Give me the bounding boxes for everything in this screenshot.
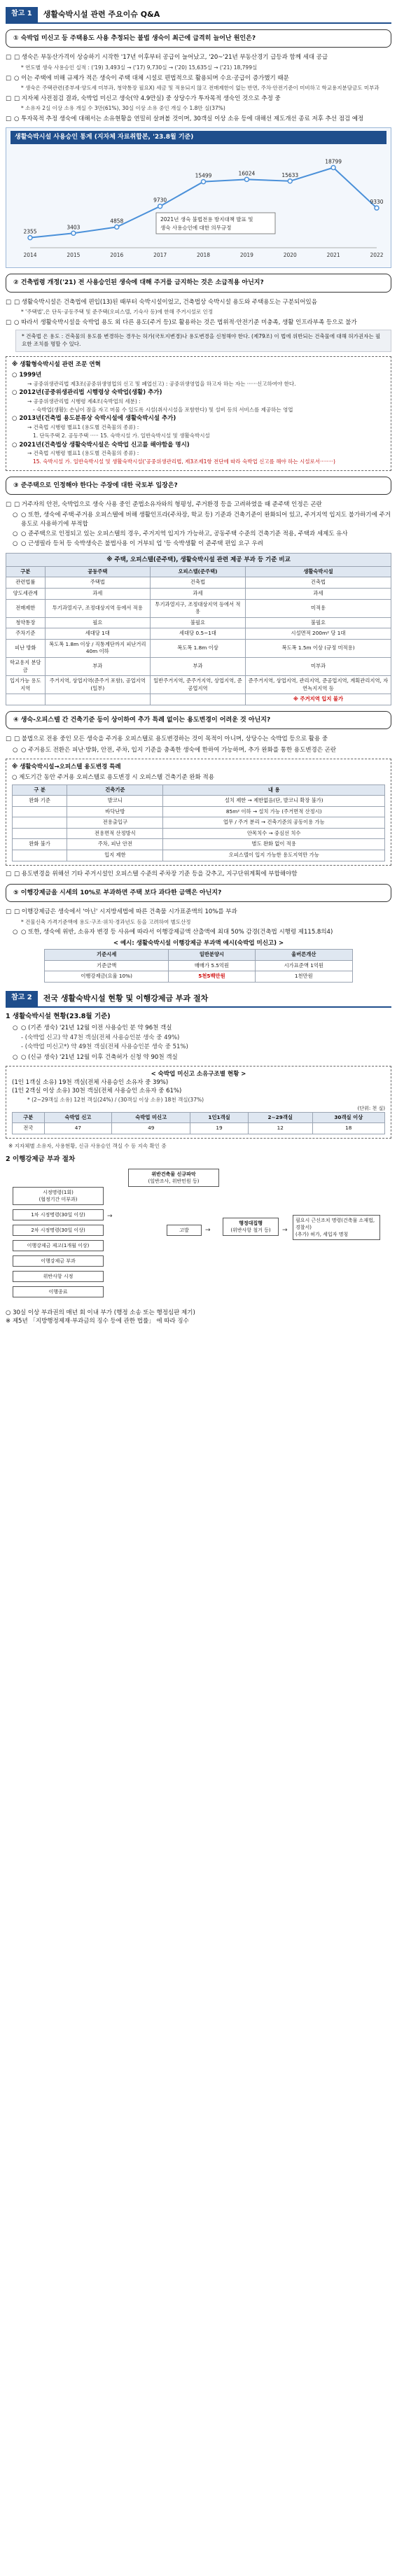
chart-data-label: 15633: [281, 172, 299, 179]
history-box: [6, 356, 391, 471]
table-cell: 미적용: [245, 599, 391, 617]
q2-question: ② 건축법령 개정('21) 전 사용승인된 생숙에 대해 주거를 금지하는 것은 소급적용 아닌지?: [6, 274, 391, 292]
table-cell: [150, 694, 245, 705]
status-b4: ○ ○ (신규 생숙) '21년 12월 이후 건축허가 신청 약 90천 객실: [6, 1053, 391, 1062]
flow-side-measure: [293, 1215, 380, 1240]
table-cell: 미부과: [245, 658, 391, 676]
history-2012: ○ 2012년(공중위생관리법 시행령상 숙박업(생활) 추가): [12, 389, 162, 397]
table-cell: 학교용지 분담금: [6, 658, 46, 676]
table-cell: 업무 / 주거 분리 → 건축기준의 공동이용 가능: [163, 817, 385, 829]
flow-arrow-icon: →: [107, 1212, 113, 1220]
comparison-table: [6, 566, 391, 705]
flow-step7: 위반사항 시정: [13, 1271, 104, 1282]
status-table: [12, 1112, 385, 1134]
history-1999: ○ 1999년: [12, 372, 42, 379]
table-row: [6, 617, 391, 628]
q1-bullet1: [6, 53, 391, 62]
table-row: [6, 589, 391, 600]
chart-data-label: 2355: [23, 228, 37, 235]
table-row: [13, 1123, 385, 1134]
table-row: [13, 828, 385, 839]
q4-bullet3: [6, 870, 391, 878]
table-cell: 발코니: [67, 796, 163, 807]
procedure-flow: [6, 1169, 391, 1344]
flow-step2: [13, 1187, 104, 1205]
chart-point: [244, 178, 249, 182]
table-row: [6, 577, 391, 589]
status-footnote: ※ 지자체별 소유자, 사용현황, 신규 사용승인 객실 수 등 지속 확인 중: [8, 1142, 167, 1149]
table-row: [6, 658, 391, 676]
table-header-cell: 오피스텔(준주택): [150, 566, 245, 577]
q1-b2-text: ○ 이는 주택에 비해 규제가 적은 생숙이 주택 대체 시설로 편법적으로 활용되며 수요·공급이 증가했기 때문: [14, 74, 289, 82]
section1-header: [6, 7, 391, 24]
chart-x-tick-label: 2021: [326, 252, 340, 259]
chart-data-label: 3403: [67, 224, 81, 231]
q3-b1-text: □ 거주자의 안전, 숙박업으로 생숙 사용 중인 준법소유자와의 형평성, 주거환경 등을 고려하였을 때 준주택 인정은 곤란: [14, 500, 322, 508]
table-cell: 주거지역, 상업지역(준주거 포함), 공업지역(일부): [45, 676, 150, 694]
q2-bullet2: [6, 318, 391, 327]
flow-step2-label: 시정명령(1회): [43, 1189, 74, 1195]
chart-point: [115, 225, 119, 230]
q4-question: ④ 생숙-오피스텔 간 건축기준 등이 상이하여 추가 특례 없이는 용도변경이 어려운 것 아닌지?: [6, 711, 391, 729]
q5-bullet2: ○ ○ 또한, 생숙에 위반, 소유자 변경 등 사유에 따라서 이행강제금액 산출액에 최대 50% 감경(건축법 시행령 제115.8의4): [6, 928, 391, 936]
q5-b1-note: * 건물신축 가격기준액에 용도·구조·위치·경과년도 등을 고려하여 별도산정: [21, 918, 191, 925]
q4-bullet1: [6, 735, 391, 743]
table-cell: 복도폭 1.8m 이상: [150, 639, 245, 657]
table-header-cell: 숙박업 신고: [44, 1112, 112, 1123]
history-2021-a: → 건축법 시행령 별표1 (용도별 건축물의 종류) :: [27, 449, 139, 456]
table-cell: 49: [112, 1123, 190, 1134]
chart-data-label: 16024: [238, 170, 256, 177]
table-cell: 관련법률: [6, 577, 46, 589]
table-cell: 전매제한: [6, 599, 46, 617]
procedure-foot2: ※ 제5년 「지방행정제재·부과금의 징수 등에 관한 법률」 에 따라 징수: [6, 1317, 189, 1325]
chart-svg: [11, 144, 385, 263]
q1-b3-text: □ 지자체 사전점검 결과, 숙박업 미신고 생숙(약 4.9만실) 중 상당수가 투자목적 생숙인 것으로 추정 중: [14, 94, 281, 102]
q1-b3-note: * 소유자 2실 이상 소유 개실 수 3만(61%), 30실 이상 소유 중인 개실 수 1.8만 실(37%): [21, 105, 225, 112]
q1-b1-note: * 연도별 생숙 사용승인 실적 : ('19) 3,493실 → ('17) 9,730실 → ('20) 15,635실 → ('21) 18,799실: [21, 64, 258, 71]
chart-x-tick-label: 2017: [153, 252, 167, 259]
q2-bullet1: [6, 298, 391, 307]
table-cell: 건축법: [245, 577, 391, 589]
chart-annotation-line1: 2021년 생숙 불법전용 방지대책 발표 및: [160, 216, 253, 223]
table-cell: 과세: [45, 589, 150, 600]
conversion-line: ○ 제도기간 동안 주거용 오피스텔로 용도변경 시 오피스텔 건축기준 완화 적용: [12, 774, 214, 782]
table-cell: 12: [248, 1123, 312, 1134]
flow-side-enforce-label: 행정대집행: [239, 1220, 263, 1226]
table-cell: 5천5백만원: [169, 971, 255, 983]
table-row: [13, 817, 385, 829]
comparison-table-wrap: [6, 553, 391, 705]
conversion-table: [12, 784, 385, 861]
status-box: [6, 1066, 391, 1139]
table-cell: 시가표준액 1억원: [255, 960, 352, 971]
q4-bullet2: ○ ○ 주거용도 전환은 피난·방화, 안전, 주차, 입지 기준을 충족한 생숙에 한하여 가능하며, 추가 완화를 통한 용도변경은 곤란: [6, 746, 391, 754]
q2-greybox: * 건축법 은 용도 : 건축물의 용도를 변경하는 경우는 허가(국토지변경)나 용도변경을 신청해야 한다. (제79조) 이 법에 위반되는 건축물에 대해 허가권자는 필요한 조치를 명할 수 있다.: [15, 330, 391, 352]
chart-point: [331, 166, 335, 170]
status-b1: ○ ○ (기존 생숙) '21년 12월 이전 사용승인 분 약 96천 객실: [6, 1024, 391, 1032]
table-cell: 복도폭 1.5m 이상 (규정 미적용): [245, 639, 391, 657]
chart-data-label: 9330: [370, 199, 384, 206]
q1-bullet4: [6, 115, 391, 123]
table-cell: ※ 주거지역 입지 불가: [245, 694, 391, 705]
table-cell: 준주거지역, 상업지역, 관리지역, 준공업지역, 계획관리지역, 자연녹지지역 등: [245, 676, 391, 694]
chart-x-tick-label: 2022: [370, 252, 384, 259]
status-b2: - (숙박업 신고) 약 47천 객실(전체 사용승인분 생숙 중 49%): [21, 1034, 180, 1041]
approval-chart: [6, 127, 391, 268]
flow-step1-note: (일반조사, 위반민원 등): [148, 1178, 200, 1184]
table-cell: 투기과열지구, 조정대상지역 등에서 적용: [45, 599, 150, 617]
table-cell: 부과: [45, 658, 150, 676]
chart-data-label: 9730: [153, 197, 167, 204]
flow-step5: 이행강제금 제고(1개월 이상): [13, 1240, 104, 1251]
table-cell: 완화 기준: [13, 796, 67, 807]
history-2013: ○ 2013년(건축법 용도분류상 숙박시설에 생활숙박시설 추가): [12, 415, 176, 423]
chart-x-tick-label: 2015: [67, 252, 81, 259]
table-cell: 입지가능 용도지역: [6, 676, 46, 694]
table-cell: 기준금액: [45, 960, 169, 971]
table-cell: 필요: [45, 617, 150, 628]
table-cell: 매매가 5.5억원: [169, 960, 255, 971]
flow-side-enforce-note: (위반사항 철거 등): [230, 1227, 271, 1233]
chart-data-label: 18799: [325, 158, 342, 165]
table-row: [6, 599, 391, 617]
flow-step8: 이행종료: [13, 1286, 104, 1297]
status-table-caption: < 숙박업 미신고 소유구조별 현황 >: [151, 1070, 246, 1078]
table-cell: [13, 850, 67, 861]
table-cell: 시설면적 200m² 당 1대: [245, 628, 391, 640]
table-cell: 전국: [13, 1123, 45, 1134]
chart-point: [288, 179, 292, 183]
q2-b1-text: □ 생활숙박시설은 건축법에 편입(13)된 때부터 숙박시설이었고, 건축법상 숙박시설 용도와 주택용도는 구분되어있음: [14, 298, 317, 306]
chart-x-tick-label: 2016: [110, 252, 124, 259]
table-cell: 완화 불가: [13, 839, 67, 850]
table-header-cell: 생활숙박시설: [245, 566, 391, 577]
conversion-title: ※ 생활숙박시설→오피스텔 용도변경 특례: [12, 763, 121, 770]
table-header-cell: 기준시세: [45, 950, 169, 961]
chart-title: 생활숙박시설 사용승인 통계 (지자체 자료취합본, '23.8월 기준): [11, 131, 386, 144]
flow-side-measure-note: (추가) 허가, 세입자 명칭: [295, 1231, 349, 1237]
section1-tag: 참고 1: [6, 7, 38, 22]
table-row: [13, 850, 385, 861]
table-cell: 전용출입구: [67, 817, 163, 829]
flow-step4: 2차 시정명령(30일 이상): [13, 1225, 104, 1236]
table-cell: 과세: [245, 589, 391, 600]
table-cell: 별도 완화 없이 적용: [163, 839, 385, 850]
comparison-caption: ※ 주택, 오피스텔(준주택), 생활숙박시설 관련 제공 부과 등 기준 비교: [6, 553, 391, 566]
table-cell: 오피스텔이 입지 가능한 용도지역만 가능: [163, 850, 385, 861]
chart-point: [28, 236, 32, 240]
procedure-foot1: ○ 30실 이상 부과권의 매년 회 이내 부가 (행정 소송 또는 행정심판 제기): [6, 1309, 195, 1316]
table-cell: 투기과열지구, 조정대상지역 등에서 적용: [150, 599, 245, 617]
table-cell: 불필요: [245, 617, 391, 628]
table-cell: 세대당 1대: [45, 628, 150, 640]
flow-step3: 1차 시정명령(30일 이상): [13, 1209, 104, 1220]
q2-b2-text: ○ 따라서 생활숙박시설을 숙박업 용도 외 다른 용도(주거 등)로 활용하는 것은 법위적·안전기준 미충족, 생활 인프라부족 등으로 불가: [14, 318, 357, 326]
q3-bullet3: ○ ○ 준주택으로 인정되고 있는 오피스텔의 경우, 주거지역 입지가 가능하고, 공동주택 수준의 건축기준 적용, 주택과 세제도 유사: [6, 530, 391, 538]
table-row: [13, 796, 385, 807]
flow-side-measure-label: 필요시 근신조치 명령(건축물 소재법, 경찰서): [295, 1217, 375, 1230]
section2-title: 전국 생활숙박시설 현황 및 이행강제금 부과 절차: [43, 993, 209, 1003]
flow-arrow-icon: →: [282, 1226, 288, 1234]
flow-side-accuse: 고발: [167, 1225, 202, 1236]
chart-point: [71, 232, 76, 236]
q5-b1-text: □ 이행강제금은 생숙에서 '아닌' 시지방세법에 따른 건축물 시가표준액의 10%를 부과: [14, 908, 237, 916]
history-2013-a: → 건축법 시행령 별표1 (용도별 건축물의 종류) :: [27, 423, 139, 430]
table-cell: [6, 694, 46, 705]
table-cell: 불필요: [150, 617, 245, 628]
table-header-cell: 일반분양시: [169, 950, 255, 961]
table-cell: [13, 817, 67, 829]
chart-point: [202, 180, 206, 184]
table-cell: 주차, 피난 안전: [67, 839, 163, 850]
chart-annotation: [156, 213, 275, 234]
table-cell: 주차기준: [6, 628, 46, 640]
table-cell: 바닥난방: [67, 806, 163, 817]
chart-x-tick-label: 2020: [283, 252, 297, 259]
table-cell: 입지 제한: [67, 850, 163, 861]
history-heading: ※ 생활형숙박시설 관련 조문 연혁: [12, 360, 101, 368]
table-cell: 설치 제한 → 제한없음(단, 발코니 확장 불가): [163, 796, 385, 807]
status-line1: (1인 1객실 소유) 19천 객실(전체 사용승인 소유자 중 39%): [12, 1079, 169, 1087]
section2-tag: 참고 2: [6, 991, 38, 1006]
flow-step1-label: 위반건축물 신규파악: [151, 1171, 196, 1177]
table-row: [6, 676, 391, 694]
table-cell: 19: [190, 1123, 249, 1134]
table-row: [13, 839, 385, 850]
table-cell: 이행강제금(요율 10%): [45, 971, 169, 983]
q3-bullet4: ○ ○ 근생필라 등처 등 숙박생숙은 불법사용 이 거부되 업 '등 숙박생활 이 준주택 편입 요구 우려: [6, 540, 391, 548]
table-header-cell: 1인1객실: [190, 1112, 249, 1123]
q1-b1-text: □ 생숙은 부동산가격이 상승하기 시작한 '17년 이후부터 공급이 늘어났고, '20~'21년 부동산경기 급등과 함께 세대 공급: [14, 54, 328, 62]
q3-bullet1: [6, 500, 391, 509]
chart-point: [158, 204, 162, 209]
table-cell: 세대당 0.5~1대: [150, 628, 245, 640]
table-cell: 피난 방화: [6, 639, 46, 657]
table-cell: 양도세관계: [6, 589, 46, 600]
table-header-cell: 내 용: [163, 784, 385, 796]
table-cell: 전용면적 산정방식: [67, 828, 163, 839]
flow-arrow-icon: →: [205, 1226, 211, 1234]
q5-bullet1: [6, 908, 391, 916]
q1-b2-note: * 생숙은 주택관련(종부세·양도세 미부과, 청약통장 필요X) 세금 및 적용되지 않고 전매제한이 없는 반면, 주차·안전기준이 미비하고 학교용지분담금도 미부과: [21, 84, 379, 91]
table-cell: 18: [312, 1123, 384, 1134]
table-header-cell: 공동주택: [45, 566, 150, 577]
table-row: [6, 639, 391, 657]
table-row: [45, 960, 353, 971]
table-header-cell: 구분: [6, 566, 46, 577]
table-cell: 복도폭 1.8m 이상 / 직통계단까지 피난거리 40m 이하: [45, 639, 150, 657]
chart-annotation-line2: 생숙 사용승인에 대한 의무규정: [160, 225, 232, 232]
table-cell: 일반주거지역, 준주거지역, 상업지역, 준공업지역: [150, 676, 245, 694]
status-b3: - (숙박업 미신고*) 약 49천 객실(전체 사용승인분 생숙 중 51%): [21, 1043, 188, 1051]
fine-table-caption: < 예시: 생활숙박시설 이행강제금 부과액 예시(숙박업 미신고) >: [113, 939, 284, 947]
q4-b1-text: □ 불법으로 전용 중인 모든 생숙을 주거용 오피스텔로 용도변경하는 것이 목적이 아니며, 상당수는 숙박업 등으로 활용 중: [14, 736, 328, 743]
table-cell: [13, 806, 67, 817]
table-cell: 청약통장: [6, 617, 46, 628]
section2-header: [6, 991, 391, 1008]
table-cell: 1천만원: [255, 971, 352, 983]
q1-bullet2: [6, 74, 391, 83]
q1-question: ① 숙박업 미신고 등 주택용도 사용 추정되는 불법 생숙이 최근에 급격히 늘어난 원인은?: [6, 29, 391, 48]
chart-x-tick-label: 2018: [196, 252, 211, 259]
history-2021: ○ 2021년(건축법상 생활숙박시설은 숙박업 신고를 해야함을 명시): [12, 441, 190, 449]
section1-title: 생활숙박시설 관련 주요이슈 Q&A: [43, 10, 160, 19]
table-cell: 건축법: [150, 577, 245, 589]
table-cell: 47: [44, 1123, 112, 1134]
table-cell: 주택법: [45, 577, 150, 589]
table-header-cell: 2~29객실: [248, 1112, 312, 1123]
table-row: [13, 806, 385, 817]
flow-step2-note: (협정기간 미부과): [39, 1196, 78, 1202]
q4-b3-text: □ 용도변경을 위해선 기타 주거시설인 오피스텔 수준의 주차장 기준 등을 갖추고, 지구단위계획에 부합해야함: [14, 870, 298, 878]
history-2021-b: 15. 숙박시설 가. 일반숙박시설 및 생활숙박시설('공중위생관리법, 제3조제1항 전단에 따라 숙박업 신고를 해야 하는 시설로서········): [33, 458, 335, 465]
table-cell: 85m² 이하 → 설치 가능 (주거면적 산정시): [163, 806, 385, 817]
table-header-cell: 건축기준: [67, 784, 163, 796]
table-row: [6, 694, 391, 705]
status-line2: (1인 2객실 이상 소유) 30천 객실(전체 사용승인 소유자 중 61%): [12, 1088, 182, 1095]
history-2012-a: → 공중위생관리법 시행령 제4조(숙박업의 세분) :: [27, 397, 141, 404]
q3-question: ③ 준주택으로 인정해야 한다는 주장에 대한 국토부 입장은?: [6, 477, 391, 495]
status-unit: (단위: 천 실): [357, 1105, 385, 1111]
chart-x-tick-label: 2019: [239, 252, 253, 259]
fine-table: [44, 949, 353, 983]
chart-x-tick-label: 2014: [23, 252, 37, 259]
table-cell: 과세: [150, 589, 245, 600]
flow-step6: 이행강제금 부과: [13, 1255, 104, 1267]
table-header-cell: 구 분: [13, 784, 67, 796]
table-cell: 안목치수 → 중심선 치수: [163, 828, 385, 839]
conversion-box: [6, 759, 391, 866]
table-header-cell: 숙박업 미신고: [112, 1112, 190, 1123]
chart-data-label: 4858: [110, 218, 124, 225]
q3-bullet2: ○ ○ 또한, 생숙에 주택·주거용 오피스텔에 버해 생활인프라(주차장, 학교 등) 기준과 건축기준이 완화되어 있고, 주거지역 입지도 불가하기에 주거용도로 사용하기에 부적합: [6, 511, 391, 528]
procedure-footer: [6, 1309, 391, 1326]
table-row: [6, 628, 391, 640]
q5-question: ⑤ 이행강제금을 시세의 10%로 부과하면 주택 보다 과다한 금액은 아닌지?: [6, 884, 391, 902]
chart-data-label: 15499: [195, 172, 212, 179]
table-row: [45, 971, 353, 983]
table-header-cell: 울버른개산: [255, 950, 352, 961]
history-2013-b: 1. 단독주택 2. 공동주택 ····· 15. 숙박시설 가. 일반숙박시설 및 생활숙박시설: [33, 432, 210, 439]
history-2012-b: - 숙박업(생활): 손님이 잠을 자고 머물 수 있도록 시설(취사시설을 포함한다) 및 설비 등의 서비스를 제공하는 영업: [33, 406, 293, 413]
flow-side-enforce: [223, 1218, 279, 1236]
flow-step1: [128, 1169, 219, 1187]
q1-b4-text: ○ 투자목적 추정 생숙에 대해서는 소유현황을 연밀히 살펴볼 것이며, 30객실 이상 소유 등에 대해선 제도개선 종료 저후 추선 점검 예정: [14, 115, 364, 122]
q1-bullet3: [6, 94, 391, 103]
status-heading: 1 생활숙박시설 현황(23.8월 기준): [6, 1012, 111, 1020]
table-cell: [13, 828, 67, 839]
table-cell: 부과: [150, 658, 245, 676]
table-cell: [45, 694, 150, 705]
chart-point: [375, 206, 379, 210]
status-line3: * (2~29객실 소유) 12천 객실(24%) / (30객실 이상 소유) 18천 객실(37%): [27, 1096, 204, 1103]
history-1999-a: → 공중위생관리법 제3조(공중위생영업의 신고 및 폐업신고) : 공중위생영업을 하고자 하는 자는 ······신고하여야 한다.: [27, 380, 296, 387]
table-header-cell: 구분: [13, 1112, 45, 1123]
q2-b1-note: * '주택법',은 단독·공동주택 및 준주택(오피스텔, 기숙사 등)에 한해 주거시설로 인정: [21, 308, 214, 315]
table-header-cell: 30객실 이상: [312, 1112, 384, 1123]
procedure-heading: 2 이행강제금 부과 절차: [6, 1155, 76, 1163]
